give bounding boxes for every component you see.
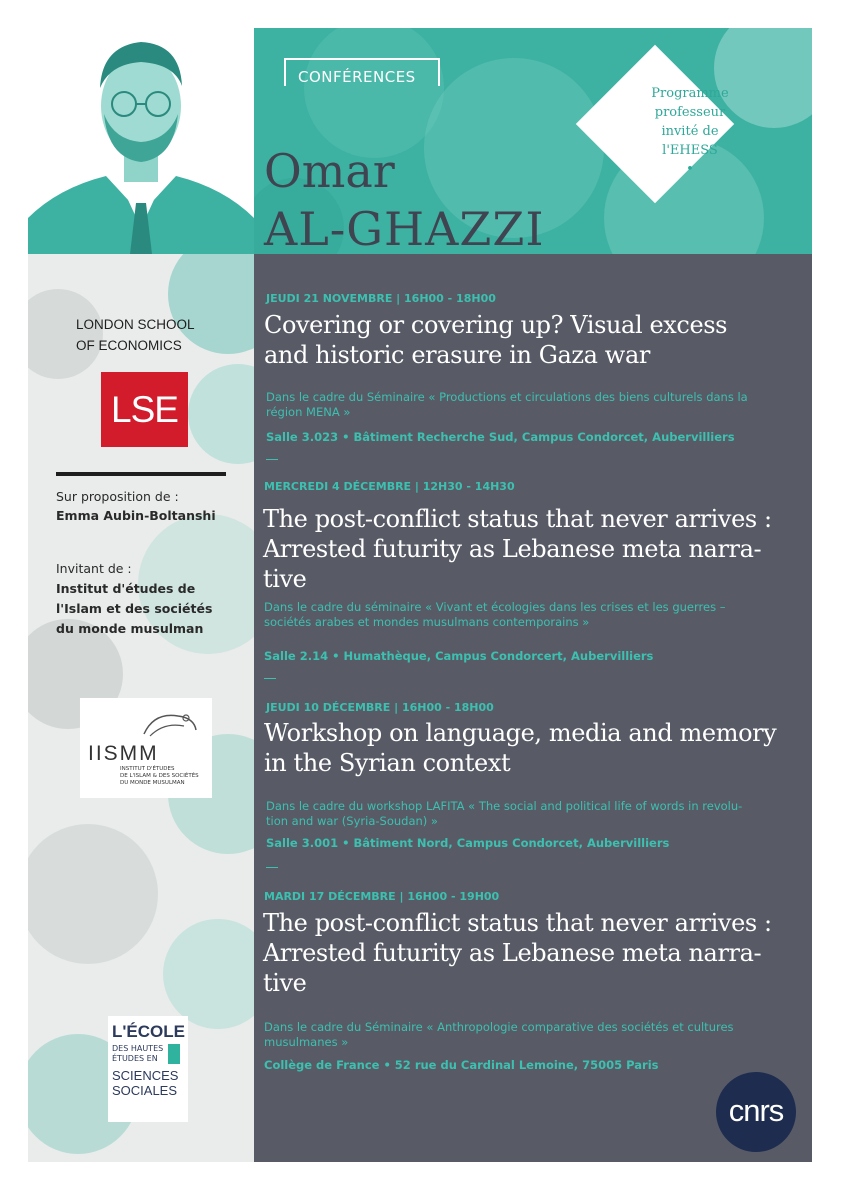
event-title-line: Arrested futurity as Lebanese meta narra- (263, 939, 762, 967)
programme-line: invité de (661, 124, 719, 139)
event-date: JEUDI 10 DÉCEMBRE | 16H00 - 18H00 (266, 701, 494, 714)
event-title-line: tive (263, 565, 307, 593)
event-title-line: The post-conflict status that never arrives : (263, 909, 772, 937)
events-panel (254, 254, 812, 1162)
event-description-line: région MENA » (266, 405, 351, 419)
programme-line: • (686, 162, 694, 177)
event-description-line: Dans le cadre du workshop LAFITA « The social and political life of words in revolu- (266, 799, 743, 813)
programme-line: l'EHESS (662, 143, 718, 158)
event-title-line: The post-conflict status that never arrives : (263, 505, 772, 533)
ehess-square (168, 1044, 180, 1064)
event-title-line: and historic erasure in Gaza war (264, 341, 650, 369)
ehess-line: ÉTUDES EN (112, 1054, 158, 1063)
institution-name (76, 314, 246, 356)
sidebar (28, 254, 254, 1162)
category-label: CONFÉRENCES (298, 68, 416, 86)
event-title-line: tive (263, 969, 307, 997)
event-description-line: musulmanes » (264, 1035, 349, 1049)
event-title-line: in the Syrian context (264, 749, 511, 777)
lse-logo: LSE (101, 372, 188, 447)
sidebar-divider (56, 472, 226, 476)
proposed-by-name: Emma Aubin-Boltanshi (56, 508, 216, 523)
event-title-line: Covering or covering up? Visual excess (264, 311, 728, 339)
event-description (266, 799, 806, 829)
event-description (266, 390, 806, 420)
event-title (263, 504, 809, 594)
programme-line: Programme (651, 86, 729, 101)
iismm-logo (80, 698, 212, 798)
ehess-line: SOCIALES (112, 1083, 178, 1098)
cnrs-logo: cnrs (716, 1072, 796, 1152)
programme-line: professeur (654, 105, 726, 120)
iismm-emblem-icon (140, 708, 200, 744)
event-title-line: Arrested futurity as Lebanese meta narra- (263, 535, 762, 563)
invited-by-line: du monde musulman (56, 621, 204, 636)
invited-by-line: l'Islam et des sociétés (56, 601, 213, 616)
event-title (264, 718, 810, 778)
event-date: MARDI 17 DÉCEMBRE | 16H00 - 19H00 (264, 890, 500, 903)
event-title (264, 310, 810, 370)
event-location: Collège de France • 52 rue du Cardinal Lemoine, 75005 Paris (264, 1058, 659, 1072)
event-location: Salle 3.001 • Bâtiment Nord, Campus Condorcet, Aubervilliers (266, 836, 670, 850)
event-location: Salle 3.023 • Bâtiment Recherche Sud, Campus Condorcet, Aubervilliers (266, 430, 735, 444)
speaker-portrait (28, 28, 254, 254)
event-separator (264, 678, 276, 679)
ehess-logo (108, 1016, 188, 1122)
event-description (264, 600, 804, 630)
event-description-line: Dans le cadre du séminaire « Vivant et écologies dans les crises et les guerres – (264, 600, 726, 614)
iismm-subtitle (120, 766, 199, 787)
invited-by-line: Institut d'études de (56, 581, 196, 596)
event-title (263, 908, 809, 998)
event-description-line: Dans le cadre du Séminaire « Productions et circulations des biens culturels dans la (266, 390, 748, 404)
proposed-by-label: Sur proposition de : (56, 489, 179, 504)
event-date: JEUDI 21 NOVEMBRE | 16H00 - 18H00 (266, 292, 496, 305)
ehess-line: L'ÉCOLE (112, 1022, 185, 1041)
event-title-line: Workshop on language, media and memory (264, 719, 777, 747)
speaker-first-name: Omar (264, 144, 395, 198)
invited-by-label: Invitant de : (56, 561, 132, 576)
iismm-wordmark: IISMM (88, 742, 159, 765)
iismm-subtitle-line: DE L'ISLAM & DES SOCIÉTÉS (120, 773, 199, 779)
institution-line: LONDON SCHOOL (76, 317, 195, 332)
iismm-subtitle-line: DU MONDE MUSULMAN (120, 780, 185, 786)
speaker-last-name: AL-GHAZZI (264, 202, 545, 254)
ehess-line: DES HAUTES (112, 1044, 164, 1053)
event-description-line: Dans le cadre du Séminaire « Anthropologie comparative des sociétés et cultures (264, 1020, 734, 1034)
institution-line: OF ECONOMICS (76, 338, 182, 353)
event-description-line: tion and war (Syria-Soudan) » (266, 814, 438, 828)
event-date: MERCREDI 4 DÉCEMBRE | 12H30 - 14H30 (264, 480, 515, 493)
event-location: Salle 2.14 • Humathèque, Campus Condorcert, Aubervilliers (264, 649, 654, 663)
event-description (264, 1020, 804, 1050)
header-banner (254, 28, 812, 254)
programme-text (615, 84, 765, 179)
iismm-subtitle-line: INSTITUT D'ÉTUDES (120, 766, 175, 772)
event-separator (266, 459, 278, 460)
ehess-line: SCIENCES (112, 1068, 179, 1083)
event-description-line: sociétés arabes et mondes musulmans contemporains » (264, 615, 590, 629)
event-separator (266, 867, 278, 868)
